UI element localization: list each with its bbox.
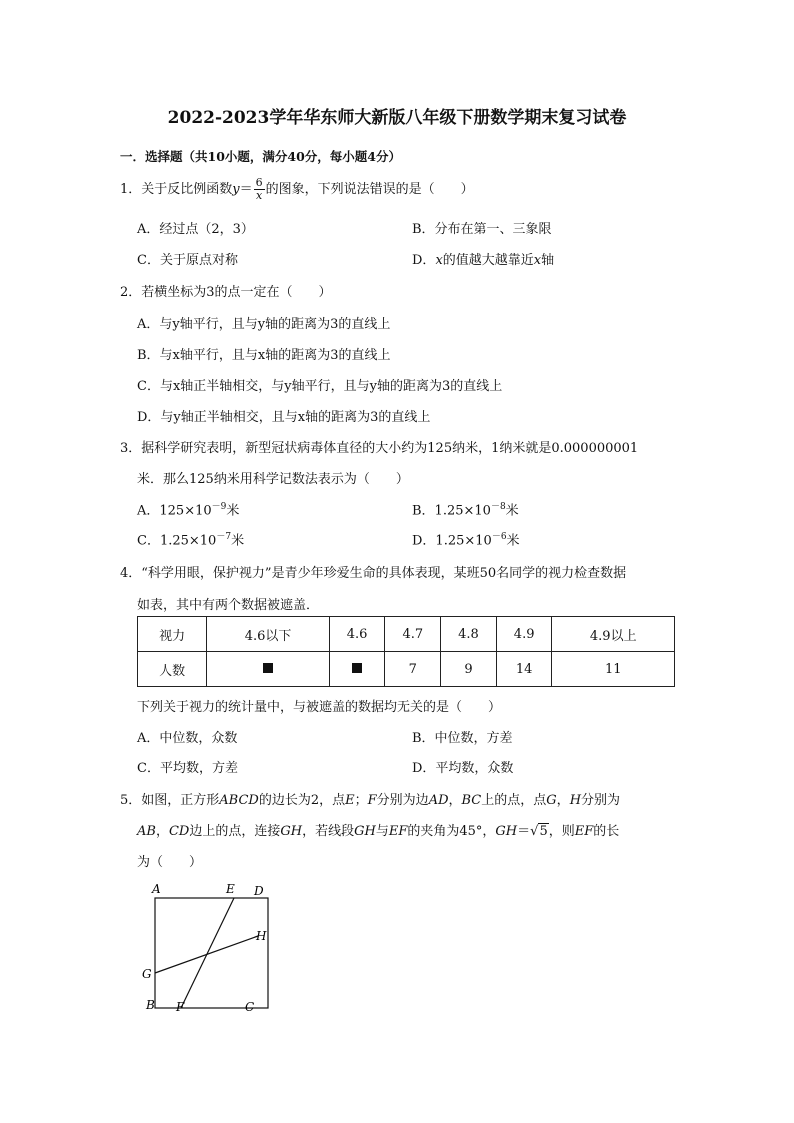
q1-frac-numerator: 6	[255, 176, 263, 189]
covered-square-icon	[352, 663, 362, 673]
q5-text: 边上的点，连接	[189, 824, 281, 839]
q1-var-y: y	[232, 182, 240, 197]
q3-d-unit: 米	[506, 533, 520, 549]
table-cell: 9	[441, 652, 497, 687]
q1-d-var-x2: x	[533, 253, 542, 268]
label-h: H	[256, 929, 267, 943]
page-title: 2022-2023学年华东师大新版八年级下册数学期末复习试卷	[167, 108, 627, 128]
q5-label-gh: GH	[280, 824, 303, 839]
q1-fraction	[254, 177, 265, 202]
q3-b-unit: 米	[505, 503, 519, 519]
question-3-line2: 米．那么125纳米用科学记数法表示为（ ）	[137, 472, 409, 487]
label-f: F	[176, 1000, 185, 1014]
q3-b-base: B．1.25×10	[412, 503, 491, 519]
q5-text: 的长	[593, 824, 620, 839]
table-cell: 4.9	[496, 617, 552, 652]
q5-text: 上的点，点	[481, 793, 547, 808]
q4-option-c: C．平均数，方差	[137, 761, 238, 776]
table-row	[138, 617, 675, 652]
q3-a-exponent: －9	[211, 502, 227, 512]
label-c: C	[245, 1000, 255, 1014]
q5-label-ab: AB	[137, 824, 156, 839]
sqrt-icon: √	[530, 824, 539, 839]
q5-text: 分别为边	[376, 793, 429, 808]
q3-option-a	[137, 499, 239, 518]
q5-label-h: H	[569, 793, 582, 808]
q5-label-abcd: ABCD	[219, 793, 259, 808]
question-4-prompt: 下列关于视力的统计量中，与被遮盖的数据均无关的是（ ）	[137, 700, 502, 715]
q5-label-e: E	[345, 793, 355, 808]
q5-label-bc: BC	[461, 793, 482, 808]
q2-option-d: D．与y轴正半轴相交，且与x轴的距离为3的直线上	[137, 410, 431, 425]
q5-label-g: G	[546, 793, 557, 808]
q3-c-exponent: －7	[216, 532, 232, 542]
table-cell: 11	[552, 652, 675, 687]
table-cell: 4.6以下	[207, 617, 329, 652]
q3-b-exponent: －8	[490, 502, 506, 512]
table-cell: 4.8	[441, 617, 497, 652]
q3-d-base: D．1.25×10	[412, 533, 492, 549]
question-1-stem	[120, 177, 474, 202]
question-2-stem: 2．若横坐标为3的点一定在（ ）	[120, 285, 332, 300]
q1-frac-denominator: x	[256, 189, 263, 202]
table-cell: 4.7	[385, 617, 441, 652]
q3-c-base: C．1.25×10	[137, 533, 217, 549]
square-geometry-figure	[138, 878, 278, 1018]
table-cell-covered	[329, 652, 385, 687]
segment-ef	[181, 898, 234, 1008]
q3-a-unit: 米	[226, 503, 240, 519]
q5-label-cd: CD	[168, 824, 190, 839]
q5-text: ，若线段	[302, 824, 355, 839]
q1-d-pre: D．	[412, 253, 436, 268]
q2-option-b: B．与x轴平行，且与x轴的距离为3的直线上	[137, 348, 391, 363]
q3-a-base: A．125×10	[137, 503, 212, 519]
q5-label-gh: GH	[495, 824, 518, 839]
q3-option-d	[412, 529, 520, 548]
table-cell: 14	[496, 652, 552, 687]
q1-d-post: 轴	[541, 253, 555, 268]
q5-text: ，	[556, 793, 570, 808]
q4-option-a: A．中位数，众数	[137, 731, 238, 746]
q5-text: 分别为	[581, 793, 621, 808]
table-cell-covered	[207, 652, 329, 687]
segment-gh	[155, 936, 258, 973]
q1-option-d	[412, 249, 554, 268]
question-4-line2: 如表，其中有两个数据被遮盖．	[137, 598, 320, 613]
q1-equals: ＝	[239, 182, 253, 197]
covered-square-icon	[263, 663, 273, 673]
q5-label-ef: EF	[388, 824, 408, 839]
q5-sqrt-value: 5	[539, 824, 548, 839]
table-cell: 4.9以上	[552, 617, 675, 652]
question-3-line1: 3．据科学研究表明，新型冠状病毒体直径的大小约为125纳米，1纳米就是0.000000001	[120, 441, 639, 456]
question-5-line3: 为（ ）	[137, 855, 203, 870]
q5-text: 与	[375, 824, 389, 839]
q5-text: 的夹角为45°，	[407, 824, 496, 839]
label-g: G	[142, 967, 152, 981]
question-5-line2	[137, 820, 619, 839]
q3-d-exponent: －6	[491, 532, 507, 542]
q5-label-gh: GH	[354, 824, 376, 839]
q3-option-c	[137, 529, 244, 548]
table-cell: 视力	[138, 617, 207, 652]
vision-data-table	[137, 616, 675, 687]
q1-option-c: C．关于原点对称	[137, 253, 238, 268]
label-b: B	[146, 998, 155, 1012]
label-e: E	[226, 882, 235, 896]
q5-text: ，	[448, 793, 462, 808]
q5-text: ，	[155, 824, 169, 839]
q5-label-ef: EF	[574, 824, 594, 839]
section-heading: 一．选择题（共10小题，满分40分，每小题4分）	[120, 149, 401, 164]
q4-option-b: B．中位数，方差	[412, 731, 513, 746]
label-d: D	[254, 884, 264, 898]
q5-text: ；	[354, 793, 368, 808]
q5-text: ＝	[517, 824, 531, 839]
table-cell: 7	[385, 652, 441, 687]
q5-label-f: F	[367, 793, 377, 808]
q1-option-b: B．分布在第一、三象限	[412, 222, 552, 237]
table-row	[138, 652, 675, 687]
q1-d-var-x: x	[435, 253, 443, 268]
q1-stem-pre: 1．关于反比例函数	[120, 182, 233, 197]
q3-option-b	[412, 499, 519, 518]
q5-text: ，则	[548, 824, 575, 839]
table-cell: 人数	[138, 652, 207, 687]
q2-option-c: C．与x轴正半轴相交，与y轴平行，且与y轴的距离为3的直线上	[137, 379, 503, 394]
q2-option-a: A．与y轴平行，且与y轴的距离为3的直线上	[137, 317, 391, 332]
q5-text: 的边长为2，点	[258, 793, 346, 808]
q5-label-ad: AD	[428, 793, 449, 808]
q1-option-a: A．经过点（2，3）	[137, 222, 254, 237]
q3-c-unit: 米	[231, 533, 245, 549]
table-cell: 4.6	[329, 617, 385, 652]
question-5-line1	[120, 789, 620, 808]
q5-text: 5．如图，正方形	[120, 793, 220, 808]
label-a: A	[152, 882, 161, 896]
q1-d-mid: 的值越大越靠近	[442, 253, 534, 268]
question-4-line1: 4．“科学用眼，保护视力”是青少年珍爱生命的具体表现，某班50名同学的视力检查数据	[120, 566, 627, 581]
q4-option-d: D．平均数，众数	[412, 761, 514, 776]
q1-stem-post: 的图象，下列说法错误的是（ ）	[265, 182, 474, 197]
